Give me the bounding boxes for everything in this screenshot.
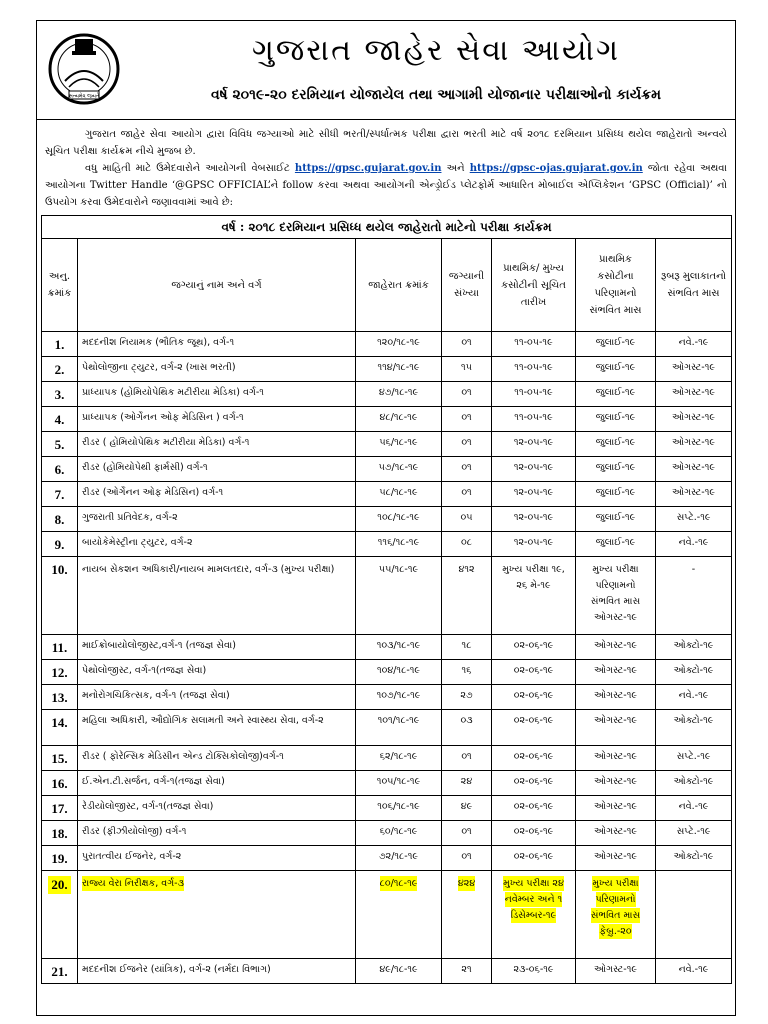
cell-exam-date: ૧૨-૦૫-૧૯ xyxy=(492,432,576,457)
cell-post-name: પ્રાધ્યાપક (ઓર્ગેનન ઓફ મેડિસિન ) વર્ગ-૧ xyxy=(78,407,356,432)
cell-vacancies: ૦૧ xyxy=(442,432,492,457)
cell-result-month: જુલાઈ-૧૯ xyxy=(576,357,656,382)
cell-result-month: ઓગસ્ટ-૧૯ xyxy=(576,959,656,984)
cell-exam-date: ૧૨-૦૫-૧૯ xyxy=(492,507,576,532)
cell-adv-no: ૧૧૬/૧૮-૧૯ xyxy=(356,532,442,557)
cell-vacancies: ૨૭ xyxy=(442,685,492,710)
cell-interview-month: ઓક્ટો-૧૯ xyxy=(656,771,732,796)
table-row xyxy=(42,796,732,821)
table-row xyxy=(42,507,732,532)
cell-interview-month: નવે.-૧૯ xyxy=(656,685,732,710)
cell-sr-no: 11. xyxy=(42,635,78,660)
cell-post-name: રીડર (ફીઝીયોલોજી) વર્ગ-૧ xyxy=(78,821,356,846)
table-row xyxy=(42,871,732,959)
cell-result-month: જુલાઈ-૧૯ xyxy=(576,457,656,482)
cell-adv-no: ૫૮/૧૮-૧૯ xyxy=(356,482,442,507)
gpsc-ojas-link[interactable]: https://gpsc-ojas.gujarat.gov.in xyxy=(469,163,643,174)
cell-result-month: ઓગસ્ટ-૧૯ xyxy=(576,746,656,771)
cell-exam-date: ૧૧-૦૫-૧૯ xyxy=(492,407,576,432)
cell-vacancies: ૨૧ xyxy=(442,959,492,984)
cell-vacancies: ૦૧ xyxy=(442,846,492,871)
cell-sr-no: 15. xyxy=(42,746,78,771)
cell-interview-month: નવે.-૧૯ xyxy=(656,796,732,821)
cell-vacancies: ૦૧ xyxy=(442,746,492,771)
cell-sr-no: 18. xyxy=(42,821,78,846)
cell-result-month: ઓગસ્ટ-૧૯ xyxy=(576,685,656,710)
cell-adv-no: ૪૭/૧૮-૧૯ xyxy=(356,382,442,407)
cell-interview-month: ઓક્ટો-૧૯ xyxy=(656,846,732,871)
cell-result-month: ઓગસ્ટ-૧૯ xyxy=(576,796,656,821)
cell-sr-no: 12. xyxy=(42,660,78,685)
page-title: ગુજરાત જાહેર સેવા આયોગ xyxy=(251,33,621,68)
cell-exam-date: ૧૧-૦૫-૧૯ xyxy=(492,357,576,382)
cell-exam-date: ૦૨-૦૬-૧૯ xyxy=(492,796,576,821)
cell-post-name: બાયોકેમેસ્ટ્રીના ટ્યુટર, વર્ગ-૨ xyxy=(78,532,356,557)
cell-result-month: જુલાઈ-૧૯ xyxy=(576,507,656,532)
table-row xyxy=(42,635,732,660)
table-row xyxy=(42,846,732,871)
cell-sr-no: 3. xyxy=(42,382,78,407)
cell-adv-no: ૮૦/૧૮-૧૯ xyxy=(356,871,442,959)
table-row xyxy=(42,407,732,432)
cell-post-name: રીડર ( ફોરેન્સિક મેડિસીન એન્ડ ટોક્સિકોલોજી)વર્ગ-૧ xyxy=(78,746,356,771)
cell-vacancies: ૦૧ xyxy=(442,482,492,507)
cell-adv-no: ૬૨/૧૮-૧૯ xyxy=(356,746,442,771)
cell-result-month: ઓગસ્ટ-૧૯ xyxy=(576,771,656,796)
cell-post-name: પુરાતત્વીય ઈજનેર, વર્ગ-૨ xyxy=(78,846,356,871)
cell-interview-month: ઓગસ્ટ-૧૯ xyxy=(656,357,732,382)
cell-adv-no: ૧૦૭/૧૮-૧૯ xyxy=(356,685,442,710)
cell-result-month: જુલાઈ-૧૯ xyxy=(576,382,656,407)
table-row xyxy=(42,959,732,984)
cell-post-name: પ્રાધ્યાપક (હોમિયોપેથિક મટીરીયા મેડિકા) વર્ગ-૧ xyxy=(78,382,356,407)
cell-sr-no: 17. xyxy=(42,796,78,821)
table-row xyxy=(42,771,732,796)
cell-adv-no: ૫૬/૧૮-૧૯ xyxy=(356,432,442,457)
table-row xyxy=(42,332,732,357)
cell-result-month: જુલાઈ-૧૯ xyxy=(576,532,656,557)
cell-sr-no: 2. xyxy=(42,357,78,382)
cell-adv-no: ૫૫/૧૮-૧૯ xyxy=(356,557,442,635)
cell-exam-date: ૦૨-૦૬-૧૯ xyxy=(492,635,576,660)
cell-exam-date: મુખ્ય પરીક્ષા ૧૯, ૨૬ મે-૧૯ xyxy=(492,557,576,635)
cell-interview-month: ઓગસ્ટ-૧૯ xyxy=(656,482,732,507)
cell-adv-no: ૧૦૮/૧૮-૧૯ xyxy=(356,507,442,532)
cell-sr-no: 16. xyxy=(42,771,78,796)
cell-sr-no: 10. xyxy=(42,557,78,635)
cell-adv-no: ૧૦૧/૧૮-૧૯ xyxy=(356,710,442,746)
cell-sr-no: 20. xyxy=(42,871,78,959)
intro-text xyxy=(37,120,735,215)
cell-post-name: રીડર (હોમિયોપેથી ફાર્મસી) વર્ગ-૧ xyxy=(78,457,356,482)
cell-exam-date: ૧૧-૦૫-૧૯ xyxy=(492,382,576,407)
cell-post-name: રેડીયોલોજીસ્ટ, વર્ગ-૧(તજજ્ઞ સેવા) xyxy=(78,796,356,821)
cell-exam-date: ૧૧-૦૫-૧૯ xyxy=(492,332,576,357)
cell-interview-month: સપ્ટે.-૧૯ xyxy=(656,746,732,771)
table-row xyxy=(42,482,732,507)
table-row xyxy=(42,557,732,635)
cell-exam-date: ૦૨-૦૬-૧૯ xyxy=(492,660,576,685)
cell-adv-no: ૧૦૩/૧૮-૧૯ xyxy=(356,635,442,660)
cell-adv-no: ૬૦/૧૮-૧૯ xyxy=(356,821,442,846)
cell-sr-no: 5. xyxy=(42,432,78,457)
table-row xyxy=(42,382,732,407)
cell-post-name: મનોરોગચિકિત્સક, વર્ગ-૧ (તજજ્ઞ સેવા) xyxy=(78,685,356,710)
cell-adv-no: ૧૦૫/૧૮-૧૯ xyxy=(356,771,442,796)
cell-sr-no: 13. xyxy=(42,685,78,710)
table-row xyxy=(42,660,732,685)
cell-exam-date: મુખ્ય પરીક્ષા ૨૪ નવેમ્બર અને ૧ ડિસેમ્બર-૧૯ xyxy=(492,871,576,959)
cell-vacancies: ૪૨૪ xyxy=(442,871,492,959)
cell-post-name: ઈ.એન.ટી.સર્જન, વર્ગ-૧(તજજ્ઞ સેવા) xyxy=(78,771,356,796)
cell-vacancies: ૨૪ xyxy=(442,771,492,796)
cell-post-name: મદદનીશ ઈજનેર (યાંત્રિક), વર્ગ-૨ (નર્મદા વિભાગ) xyxy=(78,959,356,984)
document-page xyxy=(36,20,736,1016)
cell-post-name: રાજ્ય વેરા નિરીક્ષક, વર્ગ-૩ xyxy=(78,871,356,959)
cell-vacancies: ૦૩ xyxy=(442,710,492,746)
cell-interview-month: ઓગસ્ટ-૧૯ xyxy=(656,382,732,407)
cell-post-name: નાયબ સેકશન અધિકારી/નાયબ મામલતદાર, વર્ગ-૩ (મુખ્ય પરીક્ષા) xyxy=(78,557,356,635)
cell-vacancies: ૧૮ xyxy=(442,635,492,660)
header-interview-month: રૂબરૂ મુલાકાતનો સંભવિત માસ xyxy=(656,239,732,332)
cell-exam-date: ૦૨-૦૬-૧૯ xyxy=(492,771,576,796)
cell-interview-month: નવે.-૧૯ xyxy=(656,532,732,557)
cell-result-month: મુખ્ય પરીક્ષા પરિણામનો સંભવિત માસ ઓગસ્ટ-૧૯ xyxy=(576,557,656,635)
cell-interview-month: ઓક્ટો-૧૯ xyxy=(656,660,732,685)
cell-result-month: મુખ્ય પરીક્ષા પરિણામનો સંભવિત માસ ફેબ્રુ.-૨૦ xyxy=(576,871,656,959)
cell-vacancies: ૧૬ xyxy=(442,660,492,685)
cell-post-name: રીડર (ઓર્ગેનન ઓફ મેડિસિન) વર્ગ-૧ xyxy=(78,482,356,507)
cell-exam-date: ૦૨-૦૬-૧૯ xyxy=(492,710,576,746)
cell-adv-no: ૪૯/૧૮-૧૯ xyxy=(356,959,442,984)
cell-sr-no: 4. xyxy=(42,407,78,432)
cell-exam-date: ૦૨-૦૬-૧૯ xyxy=(492,821,576,846)
cell-vacancies: ૦૧ xyxy=(442,332,492,357)
cell-result-month: ઓગસ્ટ-૧૯ xyxy=(576,660,656,685)
cell-post-name: પેથોલોજીસ્ટ, વર્ગ-૧(તજજ્ઞ સેવા) xyxy=(78,660,356,685)
cell-vacancies: ૪૯ xyxy=(442,796,492,821)
cell-adv-no: ૧૦૬/૧૮-૧૯ xyxy=(356,796,442,821)
cell-exam-date: ૦૨-૦૬-૧૯ xyxy=(492,746,576,771)
cell-sr-no: 7. xyxy=(42,482,78,507)
gpsc-website-link[interactable]: https://gpsc.gujarat.gov.in xyxy=(294,163,442,174)
cell-vacancies: ૪૧૨ xyxy=(442,557,492,635)
cell-result-month: ઓગસ્ટ-૧૯ xyxy=(576,821,656,846)
table-row xyxy=(42,685,732,710)
cell-post-name: મહિલા અધિકારી, ઔદ્યોગિક સલામતી અને સ્વાસ્થ્ય સેવા, વર્ગ-૨ xyxy=(78,710,356,746)
cell-vacancies: ૦૧ xyxy=(442,821,492,846)
cell-result-month: જુલાઈ-૧૯ xyxy=(576,432,656,457)
table-caption: વર્ષ : ૨૦૧૮ દરમિયાન પ્રસિધ્ધ થયેલ જાહેરાતો માટેનો પરીક્ષા કાર્યક્રમ xyxy=(42,216,732,239)
cell-post-name: રીડર ( હોમિયોપેથિક મટીરીયા મેડિકા) વર્ગ-૧ xyxy=(78,432,356,457)
table-row xyxy=(42,357,732,382)
header-adv-no: જાહેરાત ક્રમાંક xyxy=(356,239,442,332)
cell-post-name: મદદનીશ નિયામક (ભૌતિક જૂથ), વર્ગ-૧ xyxy=(78,332,356,357)
cell-interview-month: ઓગસ્ટ-૧૯ xyxy=(656,432,732,457)
table-row xyxy=(42,457,732,482)
cell-result-month: ઓગસ્ટ-૧૯ xyxy=(576,846,656,871)
cell-adv-no: ૫૭/૧૮-૧૯ xyxy=(356,457,442,482)
header-vacancies: જગ્યાની સંખ્યા xyxy=(442,239,492,332)
cell-interview-month: નવે.-૧૯ xyxy=(656,332,732,357)
cell-sr-no: 1. xyxy=(42,332,78,357)
cell-adv-no: ૧૨૦/૧૮-૧૯ xyxy=(356,332,442,357)
cell-adv-no: ૪૮/૧૮-૧૯ xyxy=(356,407,442,432)
cell-result-month: ઓગસ્ટ-૧૯ xyxy=(576,710,656,746)
cell-sr-no: 8. xyxy=(42,507,78,532)
cell-sr-no: 14. xyxy=(42,710,78,746)
cell-result-month: જુલાઈ-૧૯ xyxy=(576,407,656,432)
cell-vacancies: ૦૧ xyxy=(442,457,492,482)
cell-sr-no: 21. xyxy=(42,959,78,984)
cell-sr-no: 19. xyxy=(42,846,78,871)
cell-exam-date: ૧૨-૦૫-૧૯ xyxy=(492,457,576,482)
header-sr-no: અનુ. ક્રમાંક xyxy=(42,239,78,332)
cell-exam-date: ૨૩-૦૬-૧૯ xyxy=(492,959,576,984)
cell-exam-date: ૧૨-૦૫-૧૯ xyxy=(492,482,576,507)
cell-vacancies: ૦૫ xyxy=(442,507,492,532)
gpsc-emblem-icon xyxy=(45,31,123,111)
cell-exam-date: ૧૨-૦૫-૧૯ xyxy=(492,532,576,557)
page-subtitle: વર્ષ ૨૦૧૯-૨૦ દરમિયાન યોજાયેલ તથા આગામી યોજાનાર પરીક્ષાઓનો કાર્યક્રમ xyxy=(211,87,661,103)
cell-vacancies: ૦૧ xyxy=(442,382,492,407)
cell-interview-month: - xyxy=(656,557,732,635)
cell-post-name: માઈક્રોબાયોલોજીસ્ટ,વર્ગ-૧ (તજજ્ઞ સેવા) xyxy=(78,635,356,660)
intro-paragraph-1: ગુજરાત જાહેર સેવા આયોગ દ્વારા વિવિધ જગ્યાઓ માટે સીધી ભરતી/સ્પર્ધાત્મક પરીક્ષા દ્વારા ભરતી માટે વર્ષ ૨૦૧૮ દરમિયાન પ્રસિધ્ધ થયેલ જાહેરાતો અન્વયે સૂચિત પરીક્ષા કાર્યક્રમ નીચે મુજબ છે. xyxy=(45,129,727,157)
table-row xyxy=(42,432,732,457)
cell-interview-month: ઓક્ટો-૧૯ xyxy=(656,710,732,746)
intro-paragraph-2: વધુ માહિતી માટે ઉમેદવારોને આયોગની વેબસાઈટ https://gpsc.gujarat.gov.in અને https://gpsc-ojas.gujarat.gov.in જોતા રહેવા અથવા આયોગના Twitter Handle ‘@GPSC OFFICIAL’ને follow કરવા અથવા આયોગની એન્ડ્રોઈડ પ્લેટફોર્મ આધારિત મોબાઈલ એપ્લિકેશન ‘GPSC (Official)’ નો ઉપયોગ કરવા ઉમેદવારોને જણાવવામાં આવે છે: xyxy=(45,163,727,208)
cell-vacancies: ૦૮ xyxy=(442,532,492,557)
cell-sr-no: 9. xyxy=(42,532,78,557)
cell-result-month: જુલાઈ-૧૯ xyxy=(576,332,656,357)
logo-caption: સત્યમેવ જયતે xyxy=(68,93,100,100)
cell-interview-month: ઓક્ટો-૧૯ xyxy=(656,635,732,660)
cell-interview-month: સપ્ટે.-૧૯ xyxy=(656,821,732,846)
table-row xyxy=(42,710,732,746)
cell-adv-no: ૭૨/૧૮-૧૯ xyxy=(356,846,442,871)
header-post-name: જગ્યાનું નામ અને વર્ગ xyxy=(78,239,356,332)
table-row xyxy=(42,532,732,557)
cell-post-name: ગુજરાતી પ્રતિવેદક, વર્ગ-૨ xyxy=(78,507,356,532)
cell-exam-date: ૦૨-૦૬-૧૯ xyxy=(492,846,576,871)
cell-interview-month: સપ્ટે.-૧૯ xyxy=(656,507,732,532)
cell-interview-month: ઓગસ્ટ-૧૯ xyxy=(656,407,732,432)
cell-vacancies: ૧૫ xyxy=(442,357,492,382)
table-row xyxy=(42,746,732,771)
cell-vacancies: ૦૧ xyxy=(442,407,492,432)
cell-sr-no: 6. xyxy=(42,457,78,482)
exam-schedule-table xyxy=(41,215,732,984)
table-row xyxy=(42,821,732,846)
cell-adv-no: ૧૧૪/૧૮-૧૯ xyxy=(356,357,442,382)
header-exam-date: પ્રાથમિક/ મુખ્ય કસોટીની સૂચિત તારીખ xyxy=(492,239,576,332)
header-result-month: પ્રાથમિક કસોટીના પરિણામનો સંભવિત માસ xyxy=(576,239,656,332)
cell-interview-month: ઓગસ્ટ-૧૯ xyxy=(656,457,732,482)
cell-interview-month: નવે.-૧૯ xyxy=(656,959,732,984)
cell-interview-month xyxy=(656,871,732,959)
cell-exam-date: ૦૨-૦૬-૧૯ xyxy=(492,685,576,710)
cell-result-month: ઓગસ્ટ-૧૯ xyxy=(576,635,656,660)
document-header xyxy=(37,21,735,120)
cell-post-name: પેથોલોજીના ટ્યુટર, વર્ગ-૨ (ખાસ ભરતી) xyxy=(78,357,356,382)
cell-result-month: જુલાઈ-૧૯ xyxy=(576,482,656,507)
cell-adv-no: ૧૦૪/૧૮-૧૯ xyxy=(356,660,442,685)
